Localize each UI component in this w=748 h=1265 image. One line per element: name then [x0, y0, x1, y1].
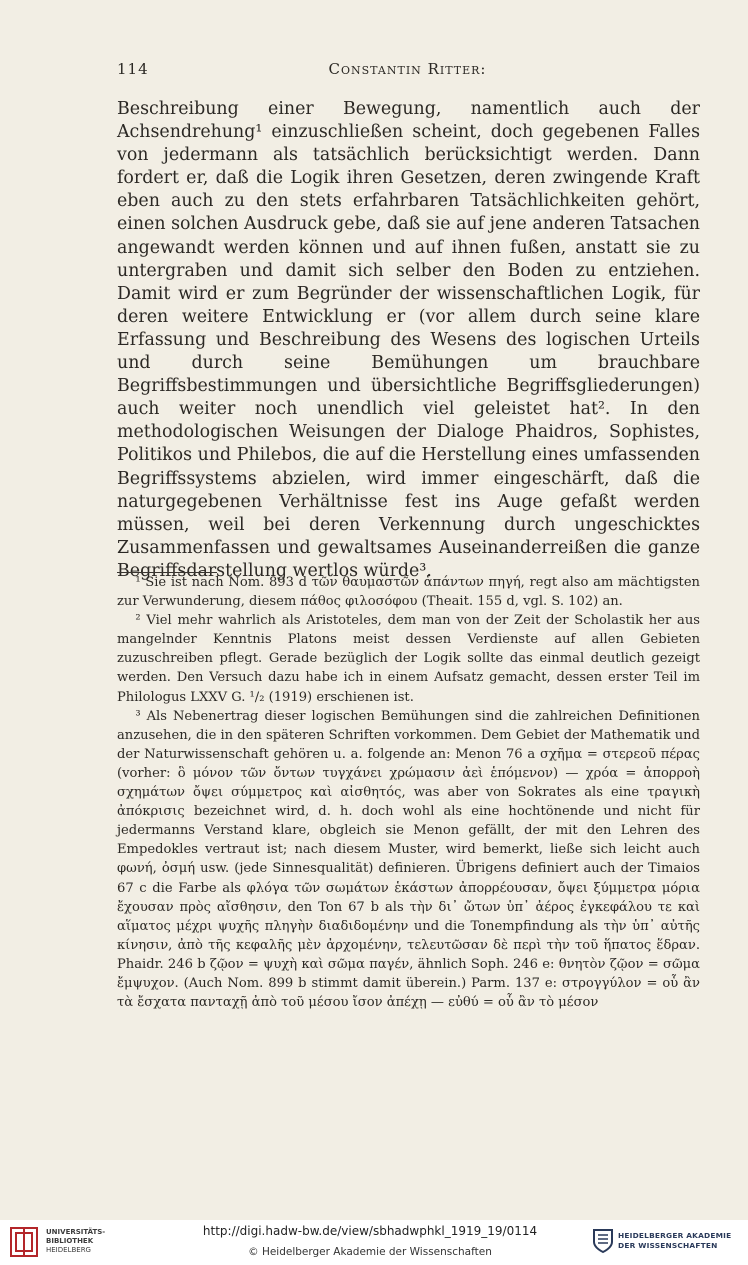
academy-logo[interactable]: [592, 1226, 742, 1258]
footnotes: [117, 573, 700, 1012]
viewer-footer: [0, 1220, 748, 1265]
running-head: Constantin Ritter:: [328, 60, 487, 78]
academy-line-1: HEIDELBERGER AKADEMIE: [618, 1231, 732, 1240]
footnote-2: ² Viel mehr wahrlich als Aristoteles, dem man von der Zeit der Scholastik her aus mangelnder Kenntnis Platons meist dessen Verdienste auf allen Gebieten zuzuschreiben pflegt. Gerade bezüglich der Logik sollte das einmal deutlich gezeigt werden. Den Versuch dazu habe ich in einem Aufsatz gemacht, dessen erster Teil im Philologus LXXV G. ¹/₂ (1919) erschienen ist.: [117, 613, 700, 705]
logo-line-1: UNIVERSITÄTS-: [46, 1228, 106, 1236]
academy-line-2: DER WISSENSCHAFTEN: [618, 1241, 718, 1250]
academy-crest-icon: [592, 1228, 614, 1254]
page-header: [117, 60, 698, 84]
university-library-logo[interactable]: [8, 1224, 138, 1260]
main-paragraph: Beschreibung einer Bewegung, namentlich auch der Achsendrehung¹ einzuschließen scheint, doch gegebenen Falles von jedermann als tatsächlich berücksichtigt werden. Dann fordert er, daß die Logik ihren Gesetzen, deren zwingende Kraft eben auch zu den stets erfahrbaren Tatsächlichkeiten gehört, einen solchen Ausdruck gebe, daß sie auf jene anderen Tatsachen angewandt werden können und auf ihnen fußen, anstatt sie zu untergraben und damit sich selber den Boden zu entziehen. Damit wird er zum Begründer der wissenschaftlichen Logik, für deren weitere Entwicklung er (vor allem durch seine klare Erfassung und Beschreibung des Wesens des logischen Urteils und durch seine Bemühungen um brauchbare Begriffsbestimmungen und übersichtliche Begriffsgliederungen) auch weiter noch unendlich viel geleistet hat². In den methodologischen Weisungen der Dialoge Phaidros, Sophistes, Politikos und Philebos, die auf die Herstellung eines umfassenden Begriffssystems abzielen, wird immer eingeschärft, daß die naturgegebenen Verhältnisse fest ins Auge gefaßt werden müssen, weil bei deren Verkennung durch ungeschicktes Zusammenfassen und gewaltsames Auseinanderreißen die ganze Begriffsdarstellung wertlos würde³.: [117, 99, 700, 581]
logo-line-2: BIBLIOTHEK: [46, 1237, 94, 1245]
footnote-3: ³ Als Nebenertrag dieser logischen Bemühungen sind die zahlreichen Definitionen anzusehen, die in den späteren Schriften vorkommen. Dem Gebiet der Mathematik und der Naturwissenschaft gehören u. a. folgende an: Menon 76 a σχῆμα = στερεοῦ πέρας (vorher: ὃ μόνον τῶν ὄντων τυγχάνει χρώμασιν ἀεὶ ἑπόμενον) — χρόα = ἀπορροὴ σχημάτων ὄψει σύμμετρος καὶ αἰσθητός, was aber von Sokrates als eine τραγικὴ ἀπόκρισις bezeichnet wird, d. h. doch wohl als eine hochtönende und nicht für jedermanns Verstand klare, obgleich sie Menon gefällt, der mit den Lehren des Empedokles vertraut ist; nach diesem Muster, wird bemerkt, ließe sich leicht auch φωνή, ὀσμή usw. (jede Sinnesqualität) definieren. Übrigens definiert auch der Timaios 67 c die Farbe als φλόγα τῶν σωμάτων ἑκάστων ἀπορρέουσαν, ὄψει ξύμμετρα μόρια ἔχουσαν πρὸς αἴσθησιν, den Ton 67 b als τὴν δι᾽ ὤτων ὑπ᾽ ἀέρος ἐγκεφάλου τε καὶ αἵματος μέχρι ψυχῆς πληγὴν διαδιδομένην und die Tonempfindung als τὴν ὑπ᾽ αὐτῆς κίνησιν, ἀπὸ τῆς κεφαλῆς μὲν ἀρχομένην, τελευτῶσαν δὲ περὶ τὴν τοῦ ἥπατος ἕδραν. Phaidr. 246 b ζῷον = ψυχὴ καὶ σῶμα παγέν, ähnlich Soph. 246 e: θνητὸν ζῷον = σῶμα ἔμψυχον. (Auch Nom. 899 b stimmt damit überein.) Parm. 137 e: στρογγύλον = οὗ ἂν τὰ ἔσχατα πανταχῇ ἀπὸ τοῦ μέσου ἴσον ἀπέχῃ — εὐθύ = οὗ ἂν τὸ μέσον: [117, 708, 700, 1011]
footnote-1: ¹ Sie ist nach Nom. 893 d τῶν θαυμαστῶν ἁπάντων πηγή, regt also am mächtigsten zur Verwunderung, diesem πάθος φιλοσόφου (Theait. 155 d, vgl. S. 102) an.: [117, 575, 700, 610]
copyright-notice: © Heidelberger Akademie der Wissenschaften: [248, 1246, 492, 1258]
main-text: [117, 98, 700, 583]
page-number: 114: [117, 60, 149, 78]
permalink-url[interactable]: http://digi.hadw-bw.de/view/sbhadwphkl_1919_19/0114: [202, 1224, 538, 1238]
library-emblem-icon: [8, 1226, 40, 1258]
logo-line-3: HEIDELBERG: [46, 1246, 91, 1254]
